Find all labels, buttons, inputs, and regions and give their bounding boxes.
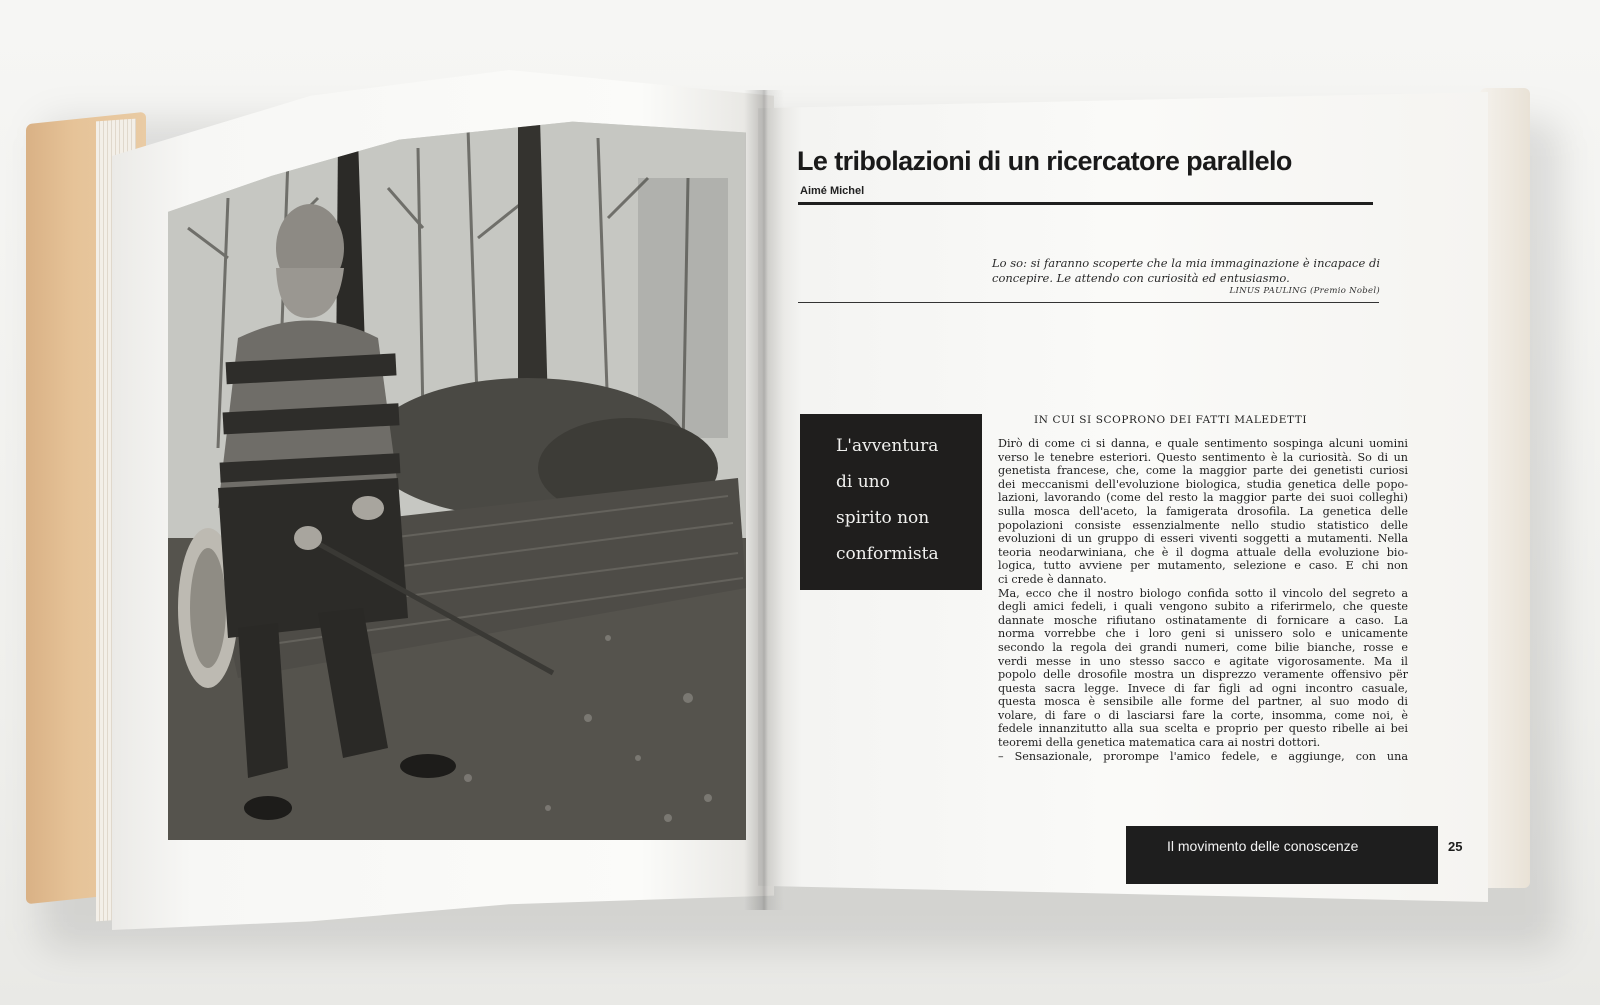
pull-quote-box [800, 414, 982, 590]
article-author: Aimé Michel [800, 185, 865, 197]
epigraph-rule [798, 302, 1379, 303]
body-line: Ma, ecco che il nostro biologo confida sotto il vincolo del segreto a [998, 586, 1408, 600]
pull-quote-line: L'avventura [836, 436, 939, 456]
body-line: secondo la regola dei grandi numeri, come bilie bianche, rosse e [998, 640, 1408, 654]
page-number: 25 [1448, 839, 1463, 854]
body-line: sulla mosca dell'aceto, la famigerata drosofila. La genetica delle [998, 504, 1408, 518]
photo-man-in-forest [168, 118, 746, 840]
title-rule [798, 202, 1373, 205]
body-line: teoremi della genetica matematica cara ai nostri dottori. [998, 736, 1321, 750]
body-line: norma vorrebbe che i loro geni si unissero solo e unicamente [998, 627, 1408, 641]
section-heading: IN CUI SI SCOPRONO DEI FATTI MALEDETTI [1034, 414, 1308, 426]
book-gutter [744, 90, 784, 910]
body-line: genetista francese, che, come la maggior parte dei genetisti curiosi [998, 464, 1408, 478]
body-line: fedele innanzitutto alla sua scelta e proprio per questo ribelle ai bei [998, 722, 1408, 736]
body-line: logica, tutto avviene per mutamento, selezione e caso. E chi non [998, 559, 1408, 573]
body-line: degli amici fedeli, i quali vengono subito a riferirmelo, che queste [998, 600, 1408, 614]
body-line: lazioni, lavorando (come del resto la maggior parte dei suoi colleghi) [998, 491, 1408, 505]
body-line: – Sensazionale, prorompe l'amico fedele, e aggiunge, con una [998, 749, 1408, 763]
body-line: Dirò di come ci si danna, e quale sentimento sospinga alcuni uomini [998, 437, 1408, 450]
pull-quote-line: conformista [836, 544, 939, 564]
photo-illustration [168, 118, 746, 840]
pull-quote-line: spirito non [836, 508, 930, 528]
body-line: popolazioni consiste essenzialmente nello studio statistico delle [998, 518, 1408, 532]
body-line: dannate mosche rifiutano ostinatamente di fornicare a caso. La [998, 613, 1408, 627]
epigraph-attribution: LINUS PAULING (Premio Nobel) [1229, 286, 1380, 296]
body-line: questa sacra legge. Invece di far figli ad ogni incontro casuale, [998, 681, 1408, 695]
body-line: evoluzioni di un gruppo di esseri viventi soggetti a mutamenti. Nella [998, 532, 1408, 546]
footer-section-bar [1126, 826, 1438, 884]
body-line: volare, di fare o di lasciarsi fare la corte, insomma, come noi, è [998, 708, 1408, 722]
body-line: teoria neodarwiniana, che è il dogma attuale della evoluzione bio- [998, 545, 1408, 559]
article-title: Le tribolazioni di un ricercatore parallelo [797, 146, 1292, 176]
body-line: questa mosca è sensibile alle forme del partner, al suo modo di [998, 695, 1408, 709]
pull-quote-line: di uno [836, 472, 890, 492]
body-line: popolo delle drosofile mostra un disprezzo veramente offensivo për [998, 668, 1408, 682]
epigraph-text: Lo so: si faranno scoperte che la mia immaginazione è incapace di concepire. Le attendo con curiosità ed entusiasmo. [992, 256, 1380, 285]
article-body [998, 437, 1408, 763]
body-line: verdi messe in uno stesso sacco e agitate vigorosamente. Ma il [998, 654, 1408, 668]
body-line: verso le tenebre esteriori. Questo sentimento è la curiosità. So di un [998, 450, 1408, 464]
body-line: dei meccanismi dell'evoluzione biologica, studia genetica delle popo- [998, 477, 1408, 491]
footer-section-label: Il movimento delle conoscenze [1167, 838, 1359, 854]
body-line: ci crede è dannato. [998, 572, 1107, 586]
